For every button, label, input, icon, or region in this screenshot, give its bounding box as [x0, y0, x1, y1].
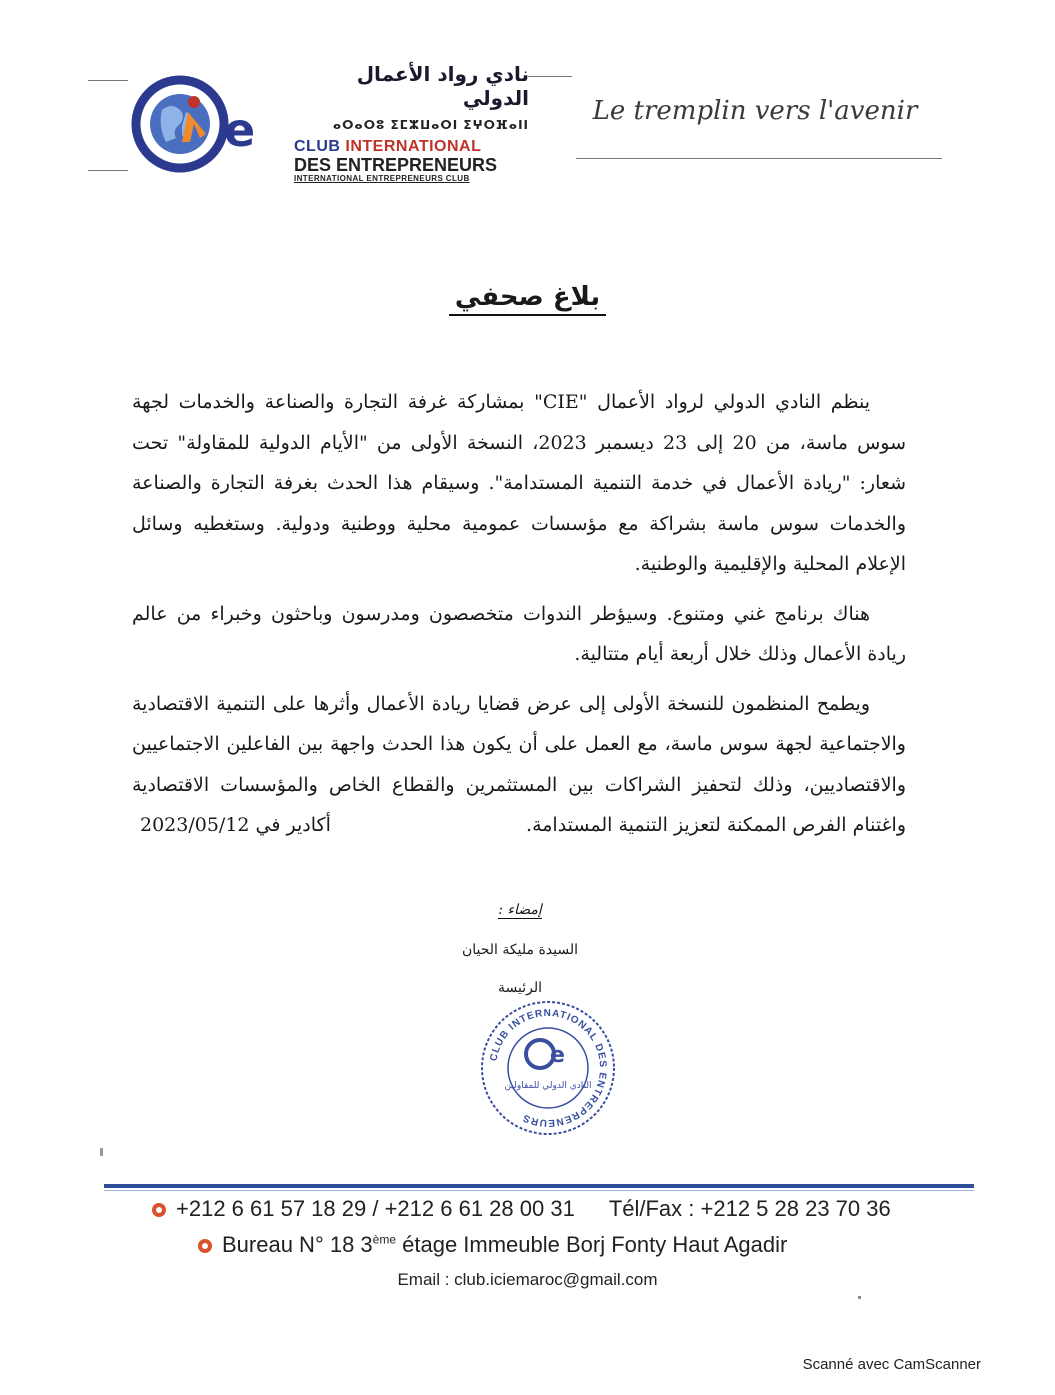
signature-label-text: إمضاء : — [498, 902, 542, 918]
document-title-text: بلاغ صحفي — [449, 282, 606, 316]
footer-address-suffix: étage Immeuble Borj Fonty Haut Agadir — [396, 1232, 788, 1257]
camscanner-watermark: Scanné avec CamScanner — [802, 1356, 981, 1373]
date-line: أكادير في 2023/05/12 — [140, 814, 331, 836]
footer-email: Email : club.iciemaroc@gmail.com — [397, 1270, 658, 1289]
stamp-ring-text: CLUB INTERNATIONAL DES ENTREPRENEURS — [488, 1007, 609, 1129]
club-tagline: Le tremplin vers l'avenir — [592, 96, 918, 126]
scan-speck — [100, 1148, 103, 1156]
footer-address-line — [198, 1232, 787, 1258]
international-word: INTERNATIONAL — [345, 138, 482, 155]
club-word: CLUB — [294, 138, 346, 155]
club-english-line1 — [284, 138, 529, 156]
document-title — [0, 282, 1055, 312]
svg-text:e: e — [550, 1043, 565, 1068]
header-rule-mid-top — [528, 76, 572, 77]
club-stamp — [478, 998, 618, 1138]
header-rule-left-top — [88, 80, 128, 81]
signatory-role: الرئيسة — [498, 980, 542, 996]
phone-icon — [152, 1203, 166, 1217]
footer-phones: +212 6 61 57 18 29 / +212 6 61 28 00 31 — [176, 1196, 575, 1221]
header-rule-left-bottom — [88, 170, 128, 171]
signatory-name: السيدة مليكة الحيان — [461, 942, 578, 958]
body-paragraph-1: ينظم النادي الدولي لرواد الأعمال "CIE" بمشاركة غرفة التجارة والصناعة والخدمات لجهة سوس ماسة، من 20 إلى 23 ديسمبر 2023، النسخة الأولى من "الأيام الدولية للمقاولة" تحت شعار: "ريادة الأعمال في خدمة التنمية المستدامة". وسيقام هذا الحدث بغرفة التجارة والصناعة والخدمات سوس ماسة بشراكة مع مؤسسات عمومية محلية ووطنية ودولية. وستغطيه وسائل الإعلام المحلية والإقليمية والوطنية. — [132, 391, 907, 575]
svg-text:CLUB INTERNATIONAL DES ENTREPR — [488, 1008, 608, 1128]
club-tifinagh-name: ⴰⵔⴰⵔⵓ ⵉⵎⵣⵡⴰⵔⵏ ⵉⵖⵔⴼⴰⵏⵏ — [332, 118, 529, 132]
svg-text:e: e — [224, 103, 256, 157]
scan-speck-2 — [858, 1296, 861, 1299]
body-paragraph-3: ويطمح المنظمون للنسخة الأولى إلى عرض قضايا ريادة الأعمال وأثرها على التنمية الاقتصادية والاجتماعية لجهة سوس ماسة، مع العمل على أن يكون هذا الحدث واجهة بين الفاعلين الاجتماعيين والاقتصاديين، وذلك لتحفيز الشراكات بين المستثمرين والقطاع الخاص والمؤسسات الاقتصادية واغتنام الفرص الممكنة لتعزيز التنمية المستدامة. — [132, 692, 906, 836]
location-pin-icon — [198, 1239, 212, 1253]
club-logo — [128, 72, 276, 176]
footer-address-prefix: Bureau N° 18 3 — [222, 1232, 373, 1257]
header-rule-right — [576, 158, 942, 159]
press-release-body — [132, 382, 906, 855]
footer-telfax: Tél/Fax : +212 5 28 23 70 36 — [608, 1196, 891, 1221]
body-paragraph-2: هناك برنامج غني ومتنوع. وسيؤطر الندوات متخصصون ومدرسون وباحثون وخبراء من عالم ريادة الأعمال وذلك خلال أربعة أيام متتالية. — [132, 602, 906, 665]
signature-label — [420, 902, 620, 918]
stamp-center-text: النادي الدولي للمقاولين — [504, 1081, 592, 1091]
club-brand-block — [284, 62, 529, 183]
footer-address-sup: ème — [372, 1232, 397, 1247]
footer-rule-thin — [104, 1190, 974, 1191]
club-english-line3: INTERNATIONAL ENTREPRENEURS CLUB — [294, 174, 470, 183]
club-arabic-name: نادي رواد الأعمال الدولي — [356, 62, 529, 110]
footer-phones-line — [152, 1196, 891, 1222]
club-english-line2: DES ENTREPRENEURS — [294, 155, 498, 175]
footer-rule — [104, 1184, 974, 1188]
